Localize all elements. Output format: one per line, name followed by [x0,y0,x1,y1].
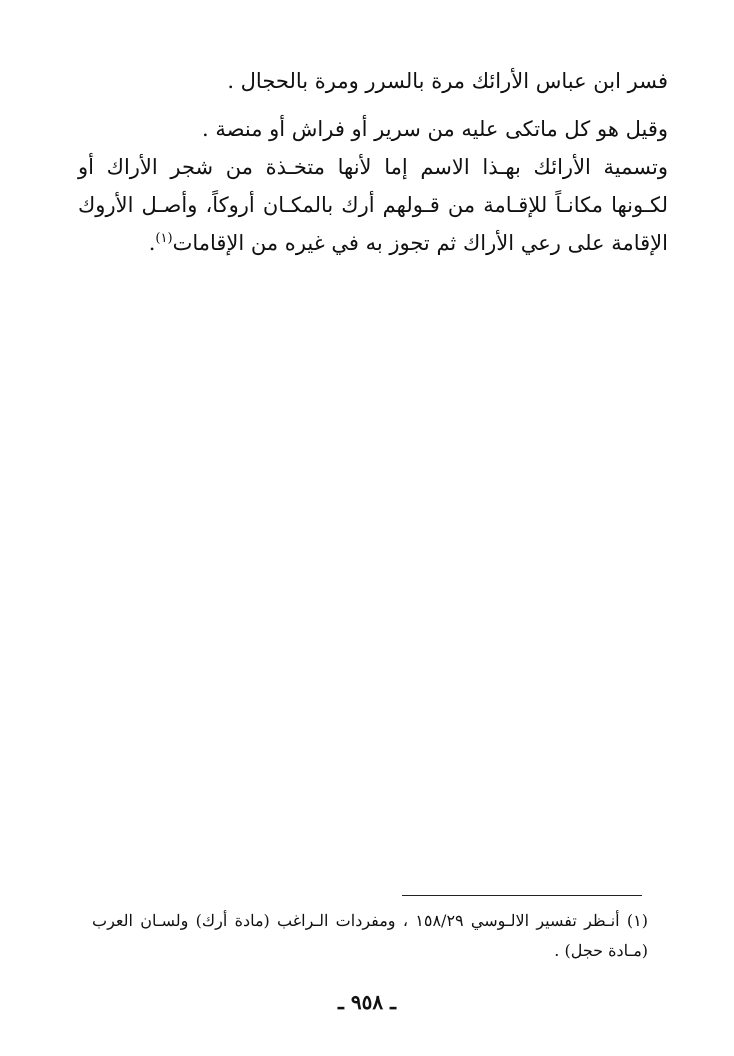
footnote-1: (١) أنـظر تفسير الالـوسي ١٥٨/٢٩ ، ومفردات الـراغب (مادة أرك) ولسـان العرب (مـادة حجل) . [92,911,648,960]
paragraph-2: وقيل هو كل ماتكى عليه من سرير أو فراش أو منصة . [202,117,668,141]
footnote-reference-marker: (١) [155,231,173,246]
page-number: ـ ٩٥٨ ـ [338,990,396,1014]
paragraph-3-closing: . [148,231,156,255]
paragraph-1: فسر ابن عباس الأرائك مرة بالسرر ومرة بالحجال . [227,69,668,93]
body-text [78,62,668,262]
paragraph-3-text: وتسمية الأرائك بهـذا الاسم إما لأنها متخـذة من شجر الأراك أو لكـونها مكانـاً للإقـامة من قـولهم أرك بالمكـان أروكاً، وأصـل الأروك الإقامة على رعي الأراك ثم تجوز به في غيره من الإقامات [78,155,668,255]
footnote-separator [402,895,642,896]
paragraph-3 [78,148,668,262]
